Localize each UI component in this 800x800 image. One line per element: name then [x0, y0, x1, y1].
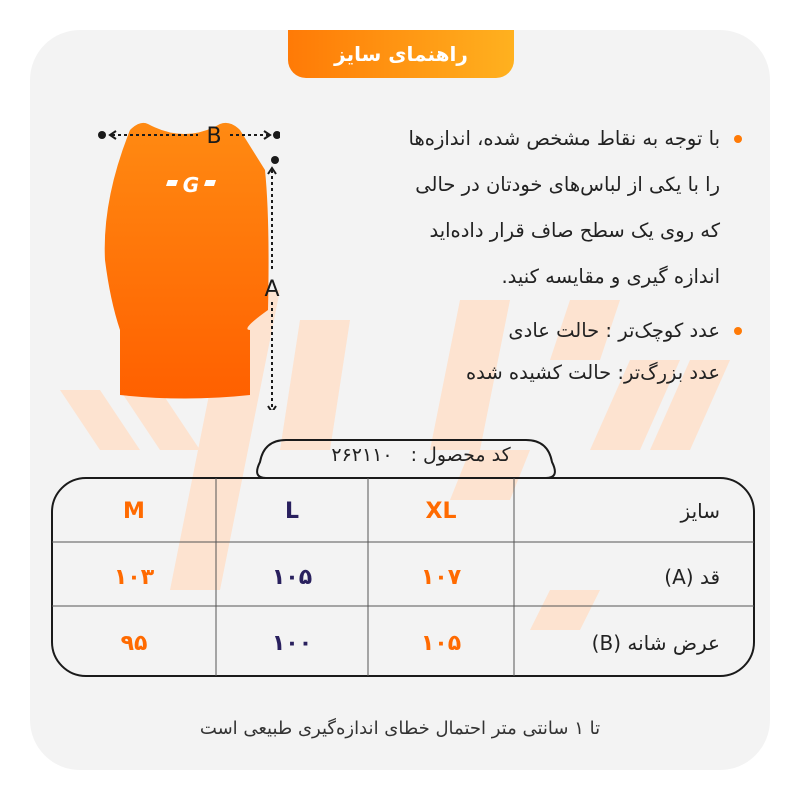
product-code [286, 438, 556, 472]
instruction-line: اندازه گیری و مقایسه کنید. [501, 265, 720, 288]
product-code-label: کد محصول : [410, 444, 511, 466]
instruction-line: با توجه به نقاط مشخص شده، اندازه‌ها [408, 127, 720, 150]
row-label: قد (A) [664, 565, 720, 589]
cell-l: ۱۰۵ [271, 564, 313, 590]
measurement-note: تا ۱ سانتی متر احتمال خطای اندازه‌گیری طبیعی است [199, 718, 601, 739]
cell-l: ۱۰۰ [271, 630, 313, 656]
size-guide-card [30, 30, 770, 770]
cell-m: ۱۰۳ [113, 564, 155, 590]
marker-b-label: B [206, 124, 222, 149]
table-header-row [52, 478, 754, 544]
size-table [52, 478, 754, 676]
instruction-line: عدد کوچک‌تر : حالت عادی [508, 319, 720, 342]
row-label: عرض شانه (B) [591, 631, 720, 655]
table-row [52, 544, 754, 610]
cell-m: ۹۵ [120, 630, 148, 656]
size-m-header: M [123, 498, 145, 524]
marker-a-label: A [264, 277, 280, 302]
size-guide-title: راهنمای سایز [288, 30, 514, 78]
cell-xl: ۱۰۷ [420, 564, 462, 590]
product-code-value: ۲۶۲۱۱۰ [331, 444, 393, 466]
instruction-line: عدد بزرگ‌تر: حالت کشیده شده [465, 361, 720, 384]
instruction-line: را با یکی از لباس‌های خودتان در حالی [415, 173, 720, 196]
size-l-header: L [284, 498, 300, 524]
cell-xl: ۱۰۵ [420, 630, 462, 656]
table-row [52, 610, 754, 676]
size-column-header: سایز [680, 499, 720, 523]
instruction-line: که روی یک سطح صاف قرار داده‌اید [429, 219, 720, 242]
logo-letter: G [182, 173, 200, 197]
size-xl-header: XL [425, 498, 457, 524]
